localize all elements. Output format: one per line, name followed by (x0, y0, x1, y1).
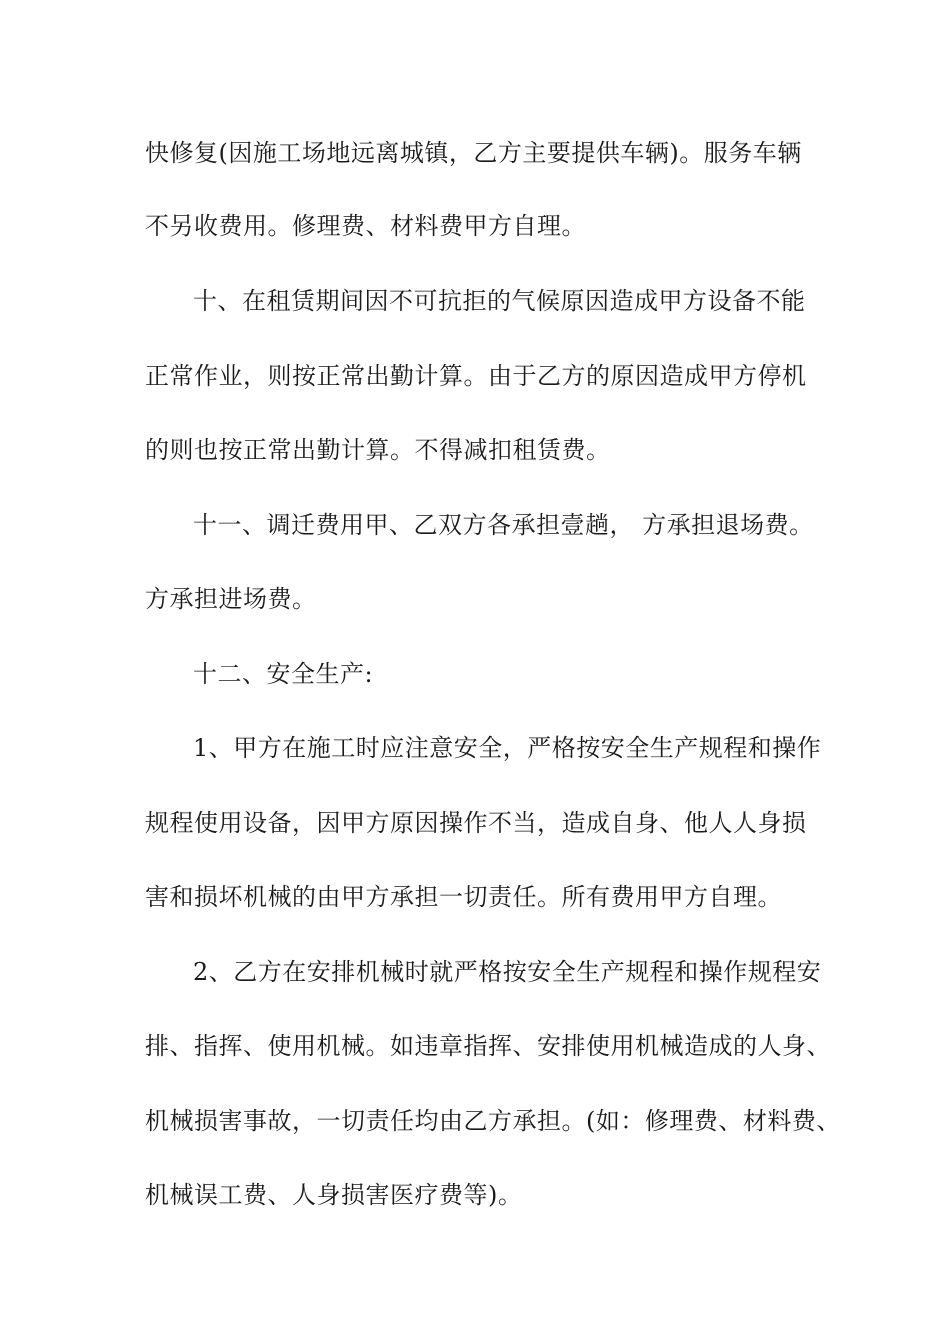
paragraph-11-heading: 十一、调迁费用甲、乙双方各承担壹趟， 方承担退场费。 (193, 511, 814, 539)
text-line: 的则也按正常出勤计算。不得减扣租赁费。 (145, 436, 611, 464)
text-line: 方承担进场费。 (145, 585, 317, 613)
text-line: 排、指挥、使用机械。如违章指挥、安排使用机械造成的人身、 (145, 1032, 831, 1060)
text-line: 机械误工费、人身损害医疗费等)。 (145, 1181, 523, 1209)
clause-1-start: 1、甲方在施工时应注意安全，严格按安全生产规程和操作 (193, 734, 822, 762)
text-line: 不另收费用。修理费、材料费甲方自理。 (145, 212, 586, 240)
text-line: 机械损害事故，一切责任均由乙方承担。(如：修理费、材料费、 (145, 1107, 841, 1135)
clause-2-start: 2、乙方在安排机械时就严格按安全生产规程和操作规程安 (193, 958, 822, 986)
text-line: 规程使用设备，因甲方原因操作不当，造成自身、他人人身损 (145, 809, 807, 837)
section-12-heading: 十二、安全生产: (193, 660, 374, 688)
paragraph-10-heading: 十、在租赁期间因不可抗拒的气候原因造成甲方设备不能 (193, 287, 806, 315)
text-line: 正常作业，则按正常出勤计算。由于乙方的原因造成甲方停机 (145, 362, 807, 390)
text-line: 害和损坏机械的由甲方承担一切责任。所有费用甲方自理。 (145, 883, 782, 911)
text-line: 快修复(因施工场地远离城镇，乙方主要提供车辆)。服务车辆 (145, 139, 802, 167)
